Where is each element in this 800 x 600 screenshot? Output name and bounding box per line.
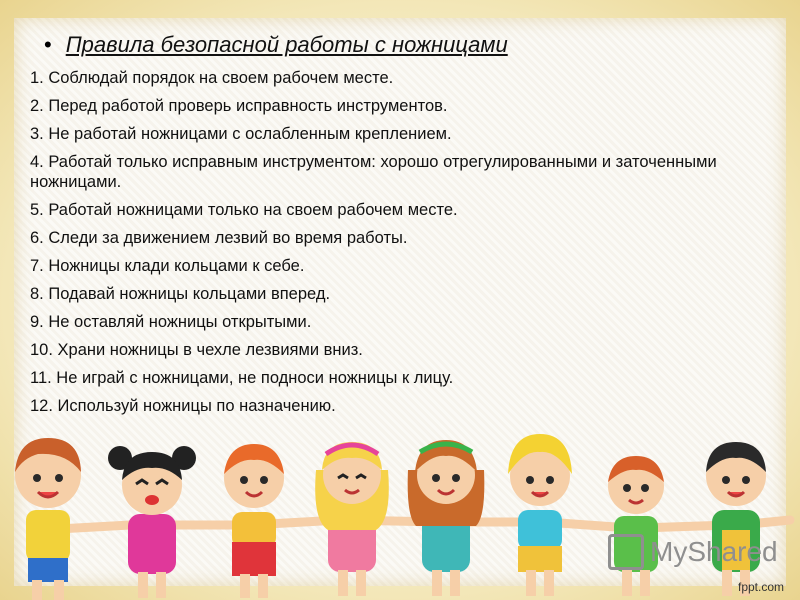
rule-item: 12. Используй ножницы по назначению.: [30, 397, 336, 415]
rule-item: 3. Не работай ножницами с ослабленным креплением.: [30, 125, 452, 143]
presentation-icon: [608, 534, 644, 570]
rule-item: 10. Храни ножницы в чехле лезвиями вниз.: [30, 341, 363, 359]
child-1: [15, 438, 81, 600]
rule-item: 7. Ножницы клади кольцами к себе.: [30, 257, 305, 275]
rule-item: 9. Не оставляй ножницы открытыми.: [30, 313, 312, 331]
title-row: [44, 30, 770, 60]
child-5: [408, 440, 485, 596]
rule-item: 11. Не играй с ножницами, не подноси ножницы к лицу.: [30, 369, 454, 387]
rule-item: 5. Работай ножницами только на своем рабочем месте.: [30, 201, 458, 219]
rule-item: 6. Следи за движением лезвий во время работы.: [30, 229, 408, 247]
title-bullet: •: [44, 32, 52, 57]
child-7: [608, 456, 664, 596]
rules-list: [30, 68, 770, 416]
child-4: [315, 442, 389, 596]
rule-item: 4. Работай только исправным инструментом: хорошо отрегулированными и заточенными ножницами.: [30, 153, 717, 191]
rule-item: 8. Подавай ножницы кольцами вперед.: [30, 285, 331, 303]
watermark: [608, 534, 778, 570]
rule-item: 2. Перед работой проверь исправность инструментов.: [30, 97, 448, 115]
child-6: [508, 434, 572, 596]
child-3: [224, 444, 284, 598]
children-illustration: [0, 430, 800, 600]
rule-item: 1. Соблюдай порядок на своем рабочем месте.: [30, 69, 394, 87]
credit-label: fppt.com: [738, 580, 785, 594]
slide-title: Правила безопасной работы с ножницами: [65, 32, 508, 57]
watermark-brand: MyShared: [650, 536, 778, 567]
slide-content: [30, 30, 770, 416]
child-8: [706, 442, 766, 596]
